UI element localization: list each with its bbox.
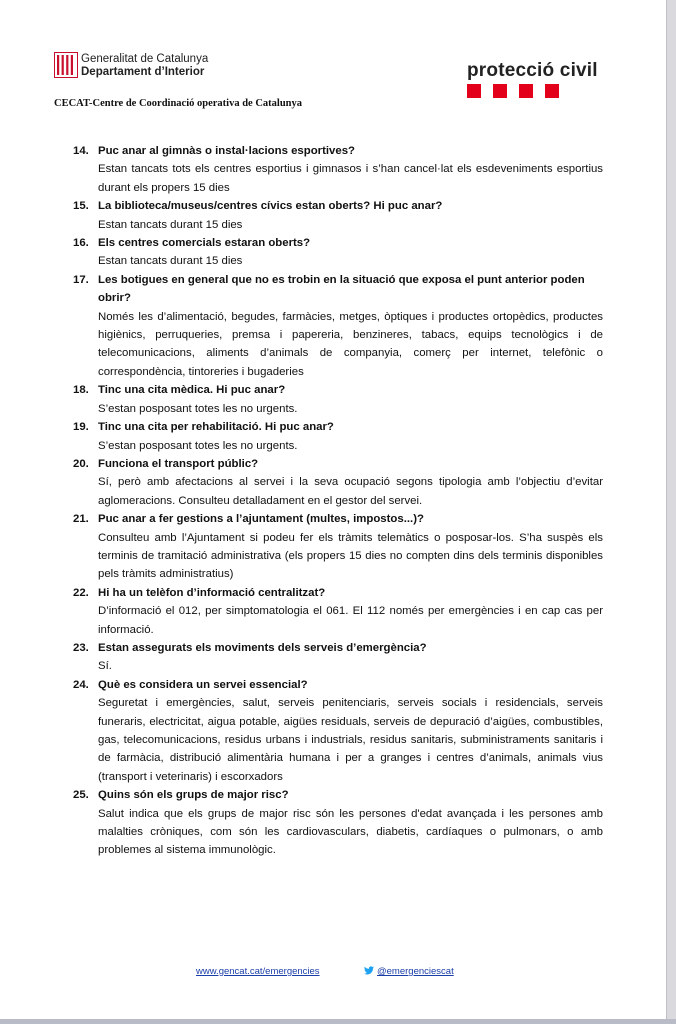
brand-title: protecció civil: [467, 60, 598, 81]
faq-question: Els centres comercials estaran oberts?: [98, 237, 311, 250]
faq-item: [67, 584, 603, 639]
faq-item: [67, 142, 603, 197]
faq-number: 19.: [73, 421, 89, 434]
faq-answer: S’estan posposant totes les no urgents.: [98, 439, 298, 452]
faq-question: Quins són els grups de major risc?: [98, 789, 289, 802]
faq-number: 16.: [73, 237, 89, 250]
faq-number: 21.: [73, 513, 89, 526]
faq-answer: Estan tancats durant 15 dies: [98, 255, 243, 268]
faq-item: [67, 510, 603, 584]
faq-question: Tinc una cita per rehabilitació. Hi puc anar?: [98, 421, 334, 434]
faq-question: Tinc una cita mèdica. Hi puc anar?: [98, 384, 286, 397]
faq-number: 17.: [73, 273, 89, 286]
faq-answer: Sí, però amb afectacions al servei i la seva ocupació segons tipologia amb l’objectiu d’evitar aglomeracions. Consulteu detalladament en el gestor del servei.: [98, 476, 603, 507]
proteccio-civil-logo: [467, 60, 598, 98]
faq-question: Puc anar al gimnàs o instal·lacions esportives?: [98, 145, 356, 157]
faq-item: [67, 676, 603, 786]
faq-question: Puc anar a fer gestions a l’ajuntament (multes, impostos...)?: [98, 513, 424, 526]
faq-answer: Salut indica que els grups de major risc són les persones d'edat avançada i les persones amb malalties cròniques, com són les cardiovasculars, diabetis, cardíaques o pulmonars, o amb problemes al sistema immunològic.: [98, 807, 603, 857]
faq-number: 15.: [73, 200, 89, 213]
faq-question: Funciona el transport públic?: [98, 457, 259, 470]
faq-number: 22.: [73, 586, 89, 599]
faq-number: 18.: [73, 384, 89, 397]
faq-answer: D’informació el 012, per simptomatologia el 061. El 112 només per emergències i en cap cas per informació.: [98, 605, 603, 636]
twitter-link[interactable]: [364, 966, 454, 977]
faq-answer: Consulteu amb l’Ajuntament si podeu fer els tràmits telemàtics o posposar-los. S’ha suspès els terminis de tramitació administrativa (els propers 15 dies no compten dins dels terminis disponibles pels tràmits administratius): [98, 531, 603, 581]
faq-item: [67, 381, 603, 418]
faq-question: Hi ha un telèfon d’informació centralitzat?: [98, 586, 326, 599]
faq-answer: Estan tancats durant 15 dies: [98, 218, 243, 231]
faq-number: 14.: [73, 145, 89, 157]
faq-question: La biblioteca/museus/centres cívics estan oberts? Hi puc anar?: [98, 200, 443, 213]
brand-squares-icon: [467, 84, 598, 98]
faq-answer: Sí.: [98, 660, 112, 673]
faq-question: Què es considera un servei essencial?: [98, 678, 308, 691]
faq-item: [67, 786, 603, 860]
faq-answer: Només les d’alimentació, begudes, farmàcies, metges, òptiques i productes ortopèdics, productes higiènics, perruqueries, premsa i papereria, benzineres, tabacs, equips tecnològics i de telecomunicacions, aliments d’animals de companyia, comerç per internet, telefònic o correspondència, tintoreries i bugaderies: [98, 310, 603, 378]
faq-answer: Seguretat i emergències, salut, serveis penitenciaris, serveis socials i residencials, serveis funeraris, electricitat, aigua potable, aigües residuals, serveis de depuració d’aigües, combustibles, gas, telecomunicacions, residus urbans i industrials, residus sanitaris, subministraments sanitaris i de farmàcia, distribució alimentària humana i per a granges i centres d’animals, animals vius (transport i veterinaris) i escorxadors: [98, 697, 603, 783]
faq-number: 20.: [73, 457, 89, 470]
faq-item: [67, 271, 603, 381]
faq-number: 23.: [73, 641, 89, 654]
center-name: CECAT-Centre de Coordinació operativa de Catalunya: [54, 98, 303, 109]
faq-item: [67, 234, 603, 271]
website-link[interactable]: www.gencat.cat/emergencies: [196, 966, 320, 977]
faq-number: 25.: [73, 789, 89, 802]
faq-item: [67, 197, 603, 234]
document-header: [0, 0, 666, 120]
page-bottom-edge: [0, 1019, 676, 1024]
org-name: Generalitat de Catalunya: [81, 53, 209, 65]
faq-item: [67, 418, 603, 455]
page-scroll-edge: [666, 0, 676, 1024]
faq-item: [67, 455, 603, 510]
faq-number: 24.: [73, 678, 89, 691]
faq-answer: S’estan posposant totes les no urgents.: [98, 402, 298, 415]
faq-list: [67, 142, 603, 860]
faq-question: Les botigues en general que no es trobin en la situació que exposa el punt anterior poden obrir?: [98, 273, 585, 305]
faq-answer: Estan tancats tots els centres esportius i gimnasos i s’han cancel·lat els esdeveniments esportius durant els propers 15 dies: [98, 163, 603, 194]
generalitat-wordmark: [81, 53, 208, 79]
faq-item: [67, 639, 603, 676]
twitter-handle: @emergenciescat: [377, 966, 454, 977]
twitter-bird-icon: [364, 966, 374, 975]
generalitat-logo-icon: [54, 52, 78, 78]
faq-question: Estan assegurats els moviments dels serveis d’emergència?: [98, 641, 427, 654]
department-name: Departament d’Interior: [81, 66, 205, 78]
